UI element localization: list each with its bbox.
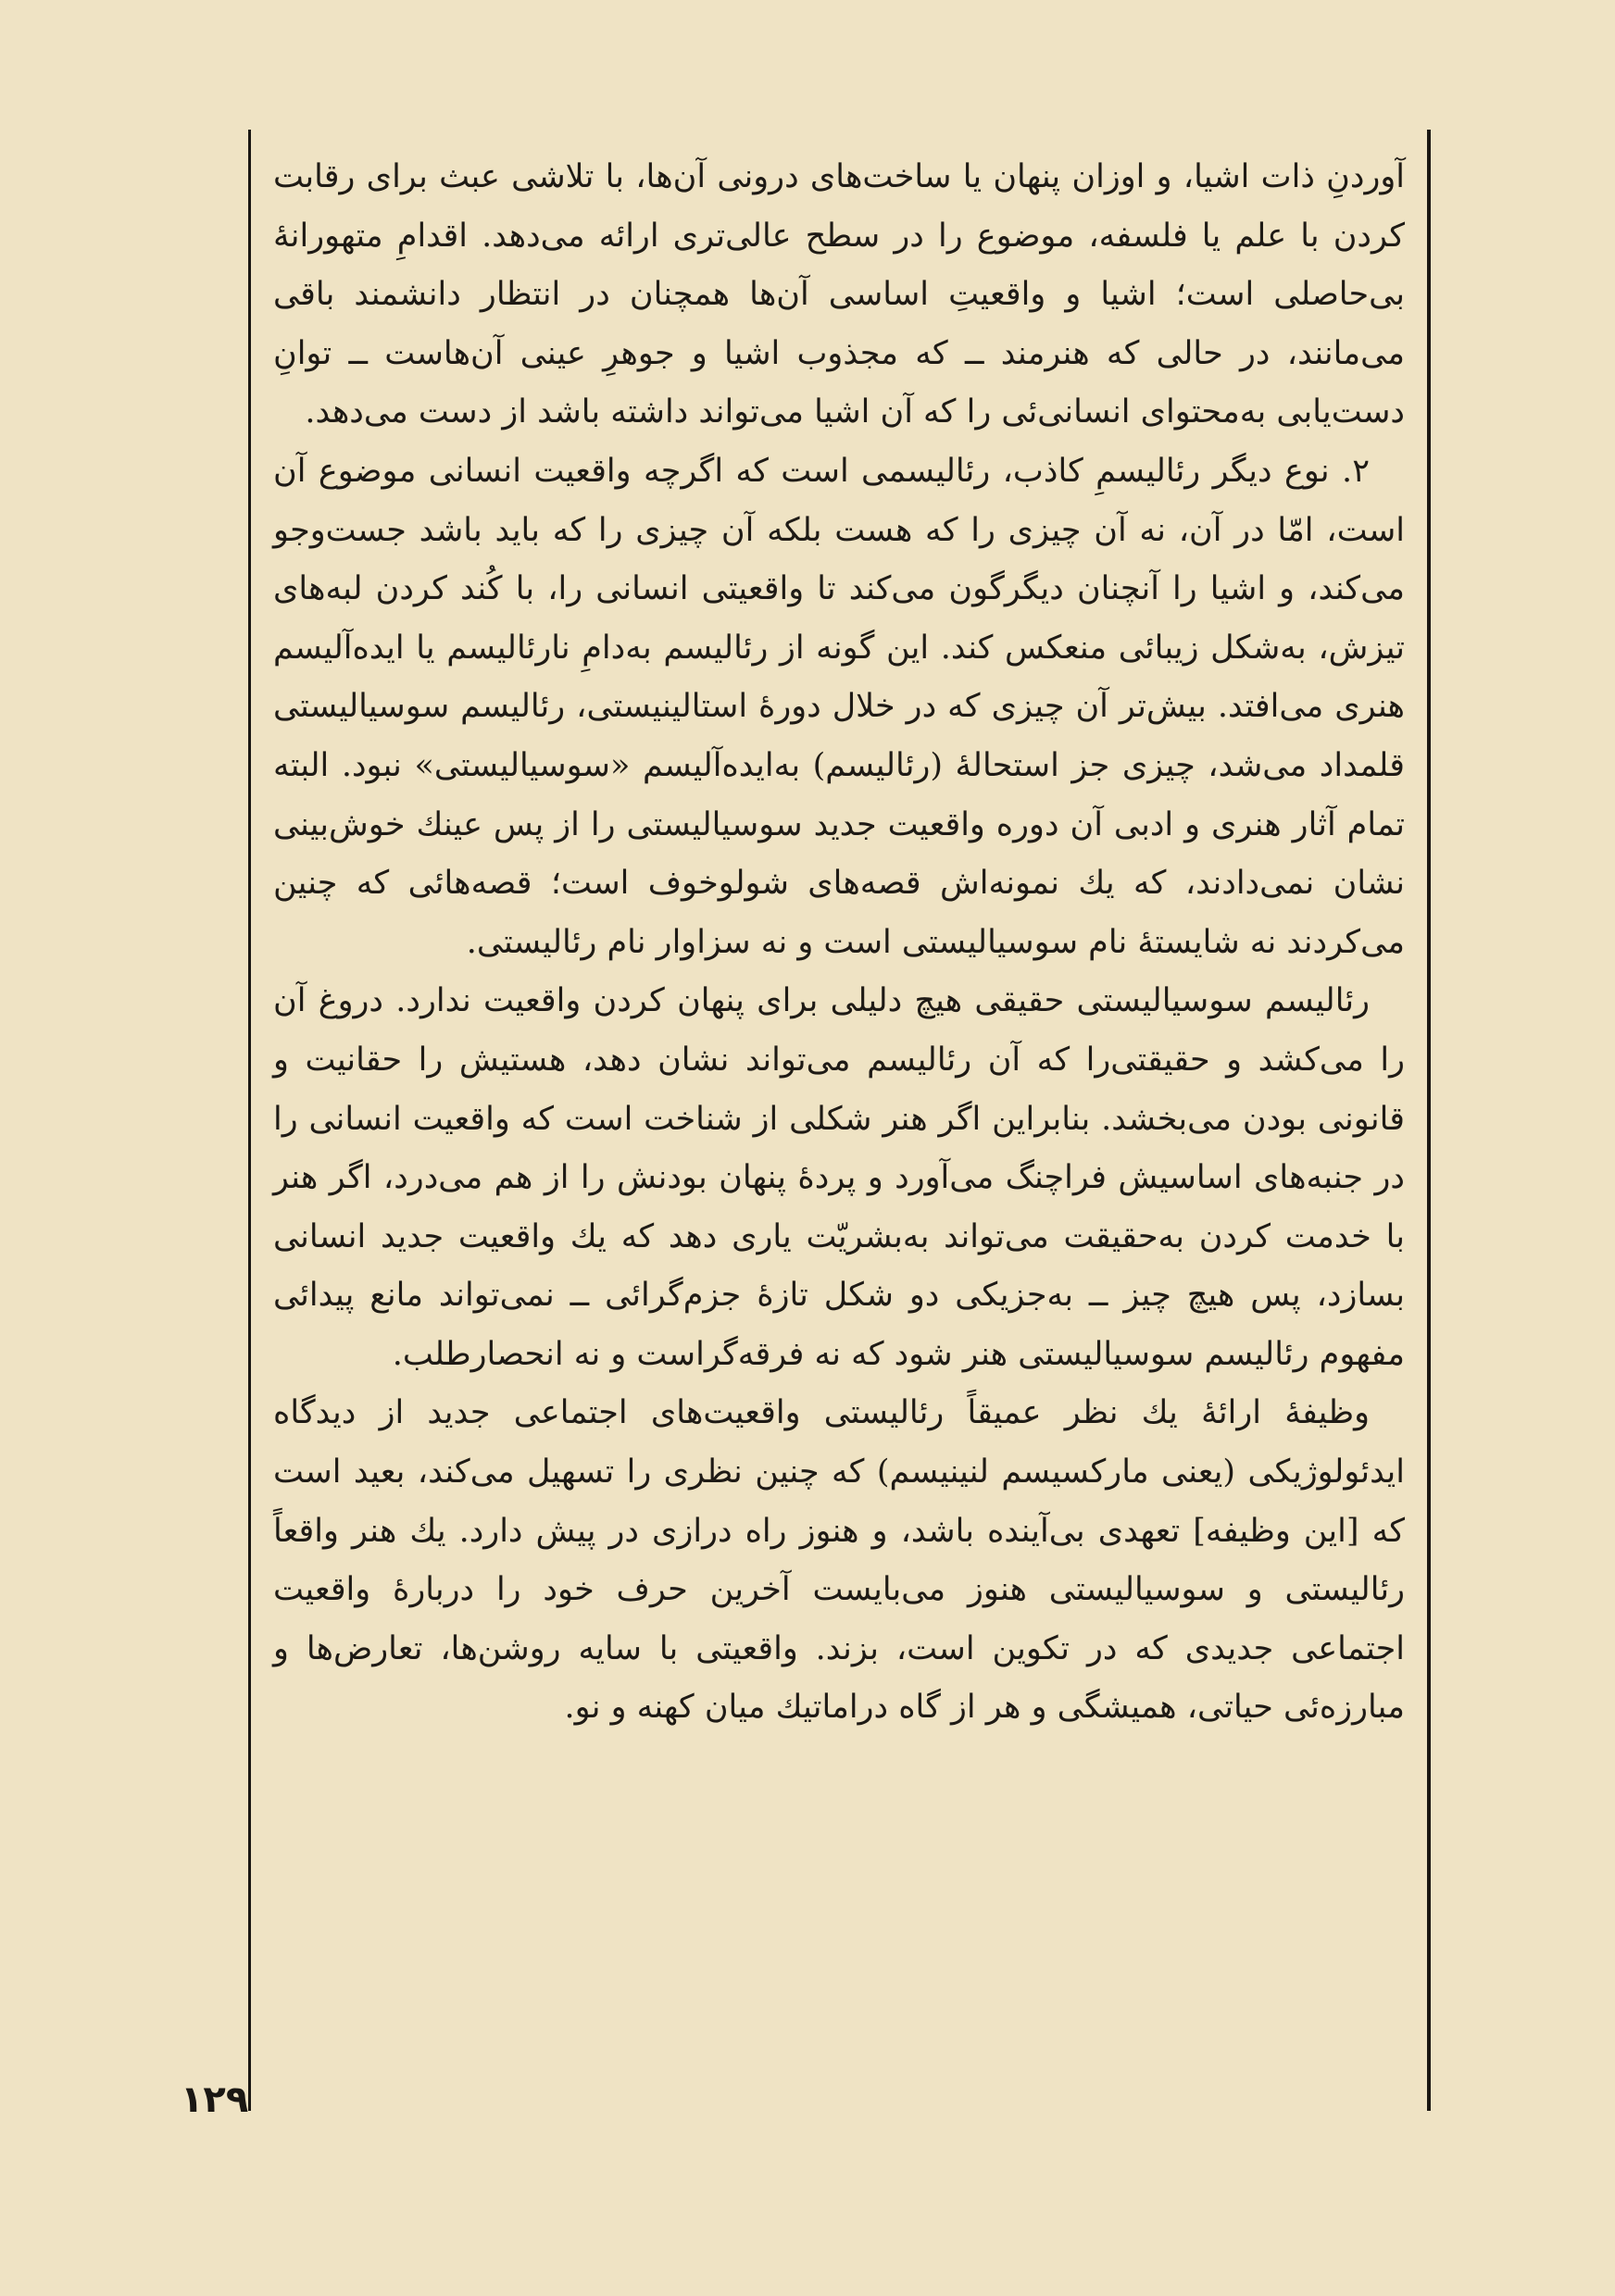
paragraph: ۲. نوع دیگر رئالیسمِ کاذب، رئالیسمی است که اگرچه واقعیت انسانی موضوع آن است، امّا در آن، نه آن چیزی را که هست بلکه آن چیزی را که باید باشد جست‌وجو می‌کند، و اشیا را آنچنان دیگرگون می‌کند تا واقعیتی انسانی را، با کُند کردن لبه‌های تیزش، به‌شکل زیبائی منعکس کند. این گونه از رئالیسم به‌دامِ نارئالیسم یا ایده‌آلیسم هنری می‌افتد. بیش‌تر آن چیزی که در خلال دورهٔ استالینیستی، رئالیسم سوسیالیستی قلمداد می‌شد، چیزی جز استحالهٔ (رئالیسم) به‌ایده‌آلیسم «سوسیالیستی» نبود. البته تمام آثار هنری و ادبی آن دوره واقعیت جدید سوسیالیستی را از پس عینك خوش‌بینی نشان نمی‌دادند، که یك نمونه‌اش قصه‌های شولوخوف است؛ قصه‌هائی که چنین می‌کردند نه شایستهٔ نام سوسیالیستی است و نه سزاوار نام رئالیستی. [273, 452, 1405, 961]
body-text [273, 148, 1405, 1738]
text-block [255, 130, 1429, 2111]
paragraph: وظیفهٔ ارائهٔ یك نظر عمیقاً رئالیستی واقعیت‌های اجتماعی جدید از دیدگاه ایدئولوژیکی (یعنی مارکسیسم لنینیسم) که چنین نظری را تسهیل می‌کند، بعید است که [این وظیفه] تعهدی بی‌آینده باشد، و هنوز راه درازی در پیش دارد. یك هنر واقعاً رئالیستی و سوسیالیستی هنوز می‌بایست آخرین حرف خود را دربارهٔ واقعیت اجتماعی جدیدی که در تکوین است، بزند. واقعیتی با سایه روشن‌ها، تعارض‌ها و مبارزه‌ئی حیاتی، همیشگی و هر از گاه دراماتیك میان کهنه و نو. [273, 1394, 1405, 1727]
paragraph: رئالیسم سوسیالیستی حقیقی هیچ دلیلی برای پنهان کردن واقعیت ندارد. دروغ آن را می‌کشد و حقیقتی‌را که آن رئالیسم می‌تواند نشان دهد، هستیش را حقانیت و قانونی بودن می‌بخشد. بنابراین اگر هنر شکلی از شناخت است که واقعیت انسانی را در جنبه‌های اساسیش فراچنگ می‌آورد و پردهٔ پنهان بودنش را از هم می‌درد، اگر هنر با خدمت کردن به‌حقیقت می‌تواند به‌بشریّت یاری دهد که یك واقعیت جدید انسانی بسازد، پس هیچ چیز ــ به‌جزیکی دو شکل تازهٔ جزم‌گرائی ــ نمی‌تواند مانع پیدائی مفهوم رئالیسم سوسیالیستی هنر شود که نه فرقه‌گراست و نه انحصارطلب. [273, 982, 1405, 1373]
page-number: ۱۲۹ [181, 2078, 249, 2121]
paragraph: آوردنِ ذات اشیا، و اوزان پنهان یا ساخت‌های درونی آن‌ها، با تلاشی عبث برای رقابت کردن با علم یا فلسفه، موضوع را در سطح عالی‌تری ارائه می‌دهد. اقدامِ متهورانهٔ بی‌حاصلی است؛ اشیا و واقعیتِ اساسی آن‌ها همچنان در انتظار دانشمند باقی می‌مانند، در حالی که هنرمند ــ که مجذوب اشیا و جوهرِ عینی آن‌هاست ــ توانِ دست‌یابی به‌محتوای انسانی‌ئی را که آن اشیا می‌تواند داشته باشد از دست می‌دهد. [273, 158, 1405, 431]
left-margin-rule [248, 130, 251, 2111]
